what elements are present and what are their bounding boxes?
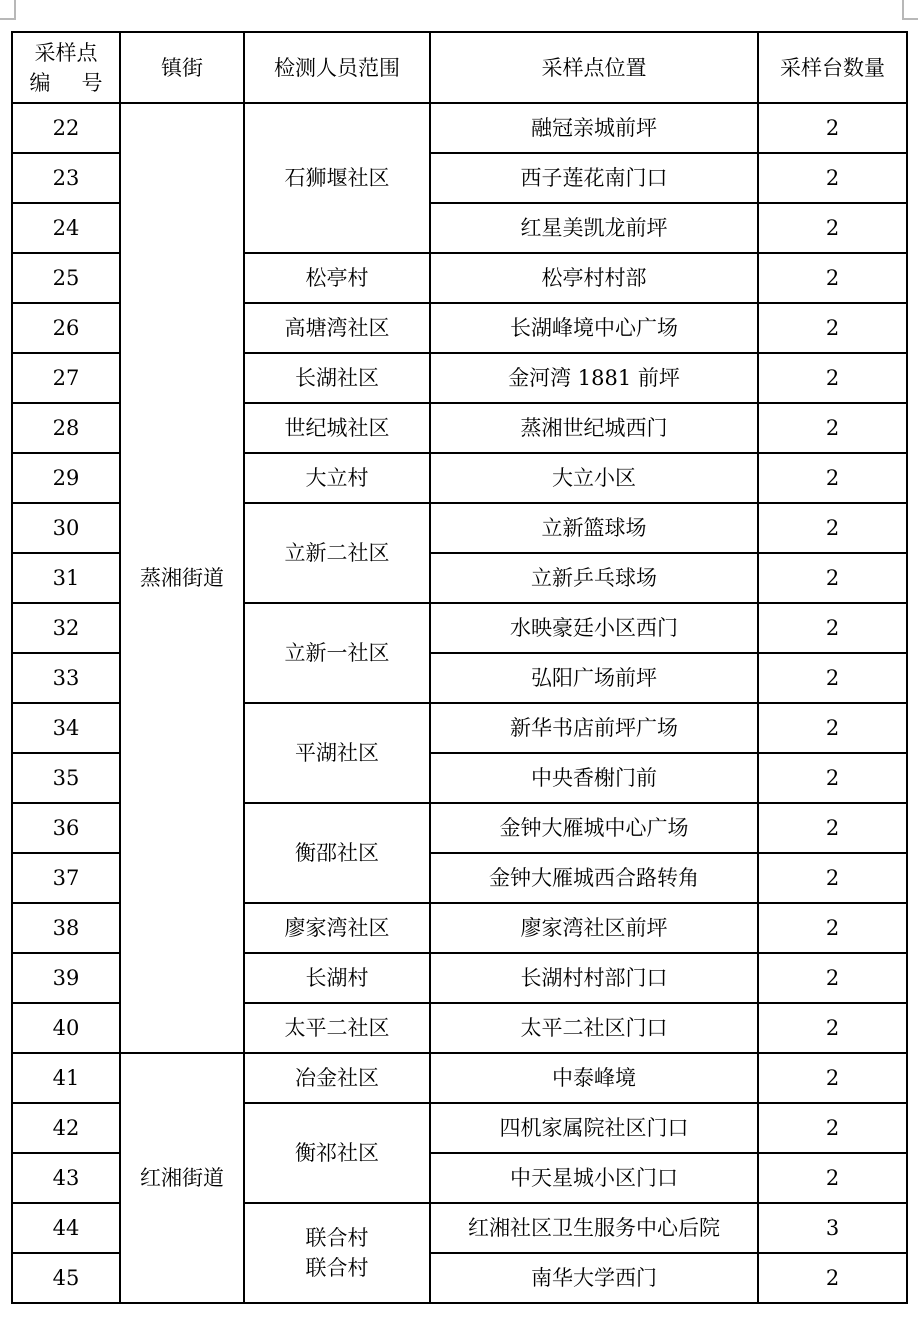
cell-count: 2	[758, 703, 907, 753]
cell-scope-changhu-village: 长湖村	[244, 953, 430, 1003]
cell-id: 26	[12, 303, 120, 353]
header-id-line2a: 编	[29, 70, 51, 95]
cell-count: 2	[758, 853, 907, 903]
header-id-line1: 采样点	[34, 40, 98, 65]
cell-id: 42	[12, 1103, 120, 1153]
cell-count: 2	[758, 503, 907, 553]
cell-location: 中泰峰境	[430, 1053, 758, 1103]
cell-scope-lixin1: 立新一社区	[244, 603, 430, 703]
cell-id: 40	[12, 1003, 120, 1053]
table-header-row	[12, 32, 907, 103]
cell-id: 36	[12, 803, 120, 853]
cell-id: 23	[12, 153, 120, 203]
cell-location: 南华大学西门	[430, 1253, 758, 1303]
cell-location: 融冠亲城前坪	[430, 103, 758, 153]
cell-scope-lixin2: 立新二社区	[244, 503, 430, 603]
cell-location: 新华书店前坪广场	[430, 703, 758, 753]
cell-scope-lianhe-line2: 联合村	[305, 1256, 369, 1280]
cell-id: 22	[12, 103, 120, 153]
cell-count: 2	[758, 903, 907, 953]
cell-count: 2	[758, 353, 907, 403]
cell-scope-songting: 松亭村	[244, 253, 430, 303]
cell-id: 39	[12, 953, 120, 1003]
cell-location: 金河湾 1881 前坪	[430, 353, 758, 403]
cell-count: 2	[758, 1103, 907, 1153]
cell-street-hongxiang: 红湘街道	[120, 1053, 244, 1303]
cell-scope-lianhe	[244, 1203, 430, 1303]
cell-id: 44	[12, 1203, 120, 1253]
table-row	[12, 103, 907, 153]
cell-location: 大立小区	[430, 453, 758, 503]
cell-scope-changhu-community: 长湖社区	[244, 353, 430, 403]
header-street: 镇街	[120, 32, 244, 103]
cell-id: 37	[12, 853, 120, 903]
cell-location: 弘阳广场前坪	[430, 653, 758, 703]
cell-id: 29	[12, 453, 120, 503]
cell-scope-lianhe-line1: 联合村	[305, 1226, 369, 1250]
cell-location: 太平二社区门口	[430, 1003, 758, 1053]
sampling-point-table	[11, 31, 908, 1304]
cell-id: 25	[12, 253, 120, 303]
header-testing-scope: 检测人员范围	[244, 32, 430, 103]
cell-count: 2	[758, 1003, 907, 1053]
cell-location: 金钟大雁城中心广场	[430, 803, 758, 853]
cell-count: 3	[758, 1203, 907, 1253]
cell-count: 2	[758, 603, 907, 653]
cell-location: 长湖峰境中心广场	[430, 303, 758, 353]
cell-scope-dali: 大立村	[244, 453, 430, 503]
cell-id: 32	[12, 603, 120, 653]
cell-id: 33	[12, 653, 120, 703]
cell-scope-hengshao: 衡邵社区	[244, 803, 430, 903]
cell-count: 2	[758, 403, 907, 453]
cell-location: 廖家湾社区前坪	[430, 903, 758, 953]
cell-id: 30	[12, 503, 120, 553]
cell-id: 24	[12, 203, 120, 253]
cell-location: 中央香榭门前	[430, 753, 758, 803]
cell-count: 2	[758, 1253, 907, 1303]
cell-location: 红星美凯龙前坪	[430, 203, 758, 253]
cell-location: 蒸湘世纪城西门	[430, 403, 758, 453]
cell-scope-yejin: 冶金社区	[244, 1053, 430, 1103]
header-sampling-point-id	[12, 32, 120, 103]
cell-id: 43	[12, 1153, 120, 1203]
cell-count: 2	[758, 253, 907, 303]
cell-scope-gaotangwan: 高塘湾社区	[244, 303, 430, 353]
cell-location: 水映豪廷小区西门	[430, 603, 758, 653]
cell-count: 2	[758, 1153, 907, 1203]
cell-location: 四机家属院社区门口	[430, 1103, 758, 1153]
cell-id: 31	[12, 553, 120, 603]
cell-location: 立新乒乓球场	[430, 553, 758, 603]
cell-scope-hengqi: 衡祁社区	[244, 1103, 430, 1203]
cell-count: 2	[758, 953, 907, 1003]
cell-count: 2	[758, 1053, 907, 1103]
header-sampling-location: 采样点位置	[430, 32, 758, 103]
page-corner-mark-right	[902, 0, 918, 20]
cell-id: 27	[12, 353, 120, 403]
cell-scope-liaojiawan: 廖家湾社区	[244, 903, 430, 953]
cell-count: 2	[758, 453, 907, 503]
cell-scope-shishiyan: 石狮堰社区	[244, 103, 430, 253]
cell-street-yanxiang: 蒸湘街道	[120, 103, 244, 1053]
header-sampling-station-count: 采样台数量	[758, 32, 907, 103]
cell-count: 2	[758, 153, 907, 203]
cell-count: 2	[758, 303, 907, 353]
page-corner-mark-left	[0, 0, 16, 20]
cell-count: 2	[758, 753, 907, 803]
cell-id: 45	[12, 1253, 120, 1303]
cell-location: 中天星城小区门口	[430, 1153, 758, 1203]
cell-count: 2	[758, 653, 907, 703]
cell-location: 金钟大雁城西合路转角	[430, 853, 758, 903]
cell-scope-taiping2: 太平二社区	[244, 1003, 430, 1053]
cell-location: 长湖村村部门口	[430, 953, 758, 1003]
cell-count: 2	[758, 803, 907, 853]
cell-location: 西子莲花南门口	[430, 153, 758, 203]
cell-id: 41	[12, 1053, 120, 1103]
cell-scope-pinghu: 平湖社区	[244, 703, 430, 803]
header-id-line2b: 号	[81, 70, 103, 95]
cell-count: 2	[758, 203, 907, 253]
cell-count: 2	[758, 103, 907, 153]
cell-location: 红湘社区卫生服务中心后院	[430, 1203, 758, 1253]
cell-id: 28	[12, 403, 120, 453]
header-id-line2	[13, 68, 119, 98]
cell-id: 34	[12, 703, 120, 753]
cell-id: 35	[12, 753, 120, 803]
cell-location: 松亭村村部	[430, 253, 758, 303]
cell-count: 2	[758, 553, 907, 603]
table-row	[12, 1053, 907, 1103]
cell-scope-shijicheng: 世纪城社区	[244, 403, 430, 453]
cell-location: 立新篮球场	[430, 503, 758, 553]
cell-id: 38	[12, 903, 120, 953]
